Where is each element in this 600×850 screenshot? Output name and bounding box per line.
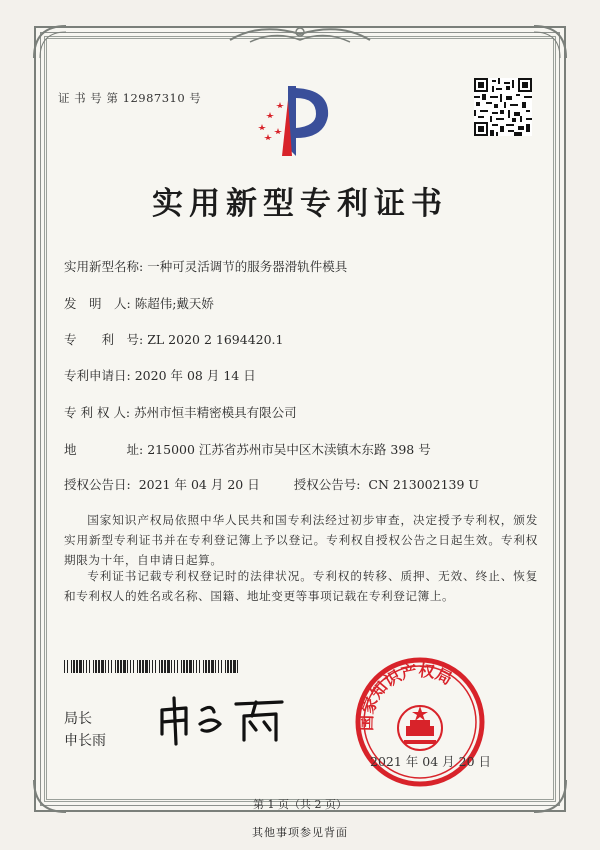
field-label: 地 址: xyxy=(64,442,144,457)
grant-number-value: CN 213002139 U xyxy=(368,477,479,492)
certificate-number: 证 书 号 第 12987310 号 xyxy=(58,91,202,105)
top-ornament xyxy=(220,20,380,50)
corner-ornament-tr xyxy=(530,22,570,62)
field-label: 专利申请日: xyxy=(64,368,131,383)
field-label: 专 利 权 人: xyxy=(64,405,131,420)
legal-status-paragraph: 专利证书记载专利权登记时的法律状况。专利权的转移、质押、无效、终止、恢复和专利权人的姓名或名称、国籍、地址变更等事项记载在专利登记簿上。 xyxy=(64,569,538,603)
certificate-title: 实用新型专利证书 xyxy=(152,186,448,222)
grant-row xyxy=(64,475,479,493)
signature-icon xyxy=(152,690,292,748)
field-label: 发 明 人: xyxy=(64,296,131,311)
field-row xyxy=(64,294,214,312)
field-row xyxy=(64,403,297,421)
field-row xyxy=(64,440,431,458)
field-label: 实用新型名称: xyxy=(64,259,144,274)
field-value: ZL 2020 2 1694420.1 xyxy=(147,332,284,347)
qr-code-icon xyxy=(474,78,532,136)
barcode-icon xyxy=(64,660,240,673)
footer-note: 其他事项参见背面 xyxy=(252,826,348,839)
grant-paragraph: 国家知识产权局依照中华人民共和国专利法经过初步审查，决定授予专利权，颁发实用新型专利证书并在专利登记簿上予以登记。专利权自授权公告之日起生效。专利权期限为十年，自申请日起算。 xyxy=(64,513,538,567)
field-value: 2020 年 08 月 14 日 xyxy=(134,368,256,383)
signatory-title: 局长 xyxy=(64,711,92,727)
field-row xyxy=(64,257,347,275)
field-label: 专 利 号: xyxy=(64,332,144,347)
field-value: 苏州市恒丰精密模具有限公司 xyxy=(134,405,297,420)
cnipa-logo-icon xyxy=(252,78,332,160)
grant-number-label: 授权公告号: xyxy=(293,477,361,492)
signatory-name: 申长雨 xyxy=(64,733,106,749)
field-value: 215000 江苏省苏州市吴中区木渎镇木东路 398 号 xyxy=(147,442,431,457)
official-seal-icon xyxy=(350,652,490,792)
grant-date-value: 2021 年 04 月 20 日 xyxy=(138,477,260,492)
seal-date: 2021 年 04 月 20 日 xyxy=(370,754,491,769)
field-row xyxy=(64,330,284,348)
field-row xyxy=(64,366,256,384)
seal-text: 国家知识产权局 xyxy=(356,660,456,732)
corner-ornament-tl xyxy=(30,22,70,62)
page-number: 第 1 页（共 2 页） xyxy=(253,798,347,811)
field-value: 一种可灵活调节的服务器滑轨件模具 xyxy=(147,259,348,274)
grant-date-label: 授权公告日: xyxy=(64,477,131,492)
field-value: 陈超伟;戴天娇 xyxy=(134,296,214,311)
